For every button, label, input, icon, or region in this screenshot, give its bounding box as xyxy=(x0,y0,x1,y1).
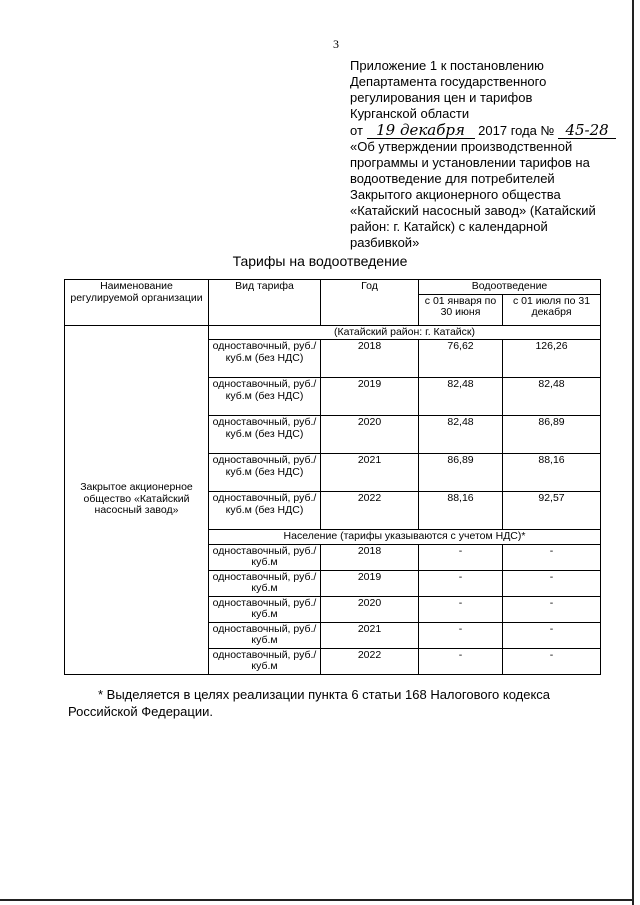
document-title: Тарифы на водоотведение xyxy=(232,253,408,269)
cell-year: 2019 xyxy=(321,570,419,596)
cell-period-2: 86,89 xyxy=(503,416,601,454)
cell-tariff-type: одноставочный, руб./куб.м xyxy=(209,622,321,648)
cell-tariff-type: одноставочный, руб./куб.м (без НДС) xyxy=(209,378,321,416)
organization-cell: Закрытое акционерное общество «Катайский насосный завод» xyxy=(65,325,209,674)
header-period-2: с 01 июля по 31 декабря xyxy=(503,294,601,325)
cell-period-2: - xyxy=(503,544,601,570)
page-edge-bottom xyxy=(0,899,634,901)
cell-period-2: - xyxy=(503,622,601,648)
header-tariff-type: Вид тарифа xyxy=(209,280,321,326)
cell-tariff-type: одноставочный, руб./куб.м (без НДС) xyxy=(209,454,321,492)
appendix-from: от xyxy=(350,123,363,138)
cell-period-1: 88,16 xyxy=(419,492,503,530)
cell-period-1: 82,48 xyxy=(419,378,503,416)
section-population: Население (тарифы указываются с учетом НДС)* xyxy=(209,530,601,545)
cell-period-1: - xyxy=(419,596,503,622)
cell-tariff-type: одноставочный, руб./куб.м xyxy=(209,596,321,622)
appendix-date-line xyxy=(350,122,615,139)
cell-year: 2021 xyxy=(321,454,419,492)
cell-period-2: 92,57 xyxy=(503,492,601,530)
section-catchment: (Катайский район: г. Катайск) xyxy=(209,325,601,340)
cell-period-2: 126,26 xyxy=(503,340,601,378)
cell-year: 2021 xyxy=(321,622,419,648)
cell-year: 2022 xyxy=(321,648,419,674)
cell-period-1: 76,62 xyxy=(419,340,503,378)
cell-period-1: - xyxy=(419,622,503,648)
cell-period-2: - xyxy=(503,596,601,622)
appendix-subject-7: разбивкой» xyxy=(350,235,420,250)
page-edge-right xyxy=(632,0,634,905)
footnote-line-1: * Выделяется в целях реализации пункта 6 статьи 168 Налогового кодекса xyxy=(98,687,551,702)
cell-tariff-type: одноставочный, руб./куб.м (без НДС) xyxy=(209,492,321,530)
cell-year: 2018 xyxy=(321,340,419,378)
header-period-1: с 01 января по 30 июня xyxy=(419,294,503,325)
cell-tariff-type: одноставочный, руб./куб.м (без НДС) xyxy=(209,340,321,378)
appendix-line-3: регулирования цен и тарифов xyxy=(350,90,533,105)
cell-period-1: - xyxy=(419,648,503,674)
header-group: Водоотведение xyxy=(419,280,601,295)
cell-year: 2022 xyxy=(321,492,419,530)
cell-period-1: - xyxy=(419,570,503,596)
cell-period-2: 88,16 xyxy=(503,454,601,492)
appendix-line-4: Курганской области xyxy=(350,106,470,121)
appendix-header xyxy=(350,58,615,251)
cell-year: 2018 xyxy=(321,544,419,570)
cell-tariff-type: одноставочный, руб./куб.м xyxy=(209,570,321,596)
appendix-subject-6: район: г. Катайск) с календарной xyxy=(350,219,548,234)
cell-period-1: 86,89 xyxy=(419,454,503,492)
cell-period-2: - xyxy=(503,570,601,596)
cell-period-2: 82,48 xyxy=(503,378,601,416)
page-number: 3 xyxy=(333,37,339,51)
appendix-subject-1: «Об утверждении производственной xyxy=(350,139,573,154)
cell-period-1: 82,48 xyxy=(419,416,503,454)
cell-tariff-type: одноставочный, руб./куб.м xyxy=(209,648,321,674)
header-org: Наименование регулируемой организации xyxy=(65,280,209,326)
appendix-subject-5: «Катайский насосный завод» (Катайский xyxy=(350,203,596,218)
appendix-line-2: Департамента государственного xyxy=(350,74,547,89)
cell-period-1: - xyxy=(419,544,503,570)
cell-year: 2020 xyxy=(321,416,419,454)
footnote-line-2: Российской Федерации. xyxy=(68,704,213,719)
cell-year: 2020 xyxy=(321,596,419,622)
cell-tariff-type: одноставочный, руб./куб.м (без НДС) xyxy=(209,416,321,454)
header-year: Год xyxy=(321,280,419,326)
cell-year: 2019 xyxy=(321,378,419,416)
handwritten-date: 19 декабря xyxy=(367,122,475,139)
appendix-subject-4: Закрытого акционерного общества xyxy=(350,187,561,202)
cell-tariff-type: одноставочный, руб./куб.м xyxy=(209,544,321,570)
tariff-table xyxy=(64,279,601,675)
appendix-year: 2017 года № xyxy=(478,123,555,138)
appendix-subject-2: программы и установлении тарифов на xyxy=(350,155,590,170)
handwritten-number: 45-28 xyxy=(558,122,616,139)
footnote xyxy=(68,686,598,720)
appendix-subject-3: водоотведение для потребителей xyxy=(350,171,555,186)
cell-period-2: - xyxy=(503,648,601,674)
appendix-line-1: Приложение 1 к постановлению xyxy=(350,58,544,73)
